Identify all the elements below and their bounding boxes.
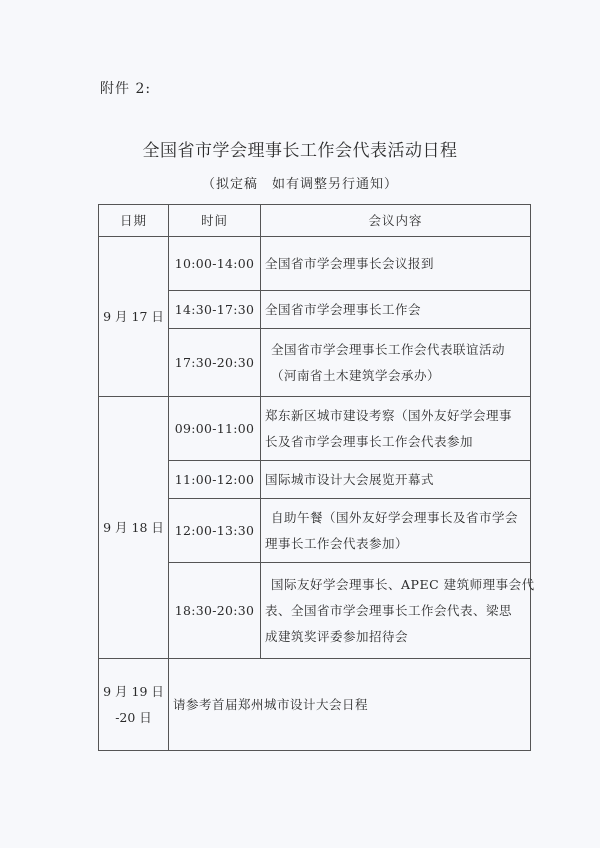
document-title: 全国省市学会理事长工作会代表活动日程 bbox=[142, 141, 458, 161]
attachment-label: 附件 2: bbox=[100, 81, 152, 97]
content-line: 全国省市学会理事长工作会 bbox=[265, 301, 422, 317]
header-time: 时间 bbox=[169, 205, 261, 237]
date-cell-day2: 9 月 18 日 bbox=[99, 397, 169, 659]
schedule-table bbox=[98, 204, 535, 751]
date-line: -20 日 bbox=[115, 709, 152, 725]
header-content: 会议内容 bbox=[261, 205, 531, 237]
content-line: 自助午餐（国外友好学会理事长及省市学会 bbox=[271, 509, 519, 525]
content-line: 表、全国省市学会理事长工作会代表、梁思 bbox=[265, 602, 513, 618]
content-line: 全国省市学会理事长工作会代表联谊活动 bbox=[271, 341, 506, 357]
content-line: 国际城市设计大会展览开幕式 bbox=[265, 471, 435, 487]
date-cell-day3 bbox=[99, 659, 169, 751]
content-cell bbox=[261, 237, 531, 291]
content-line: 郑东新区城市建设考察（国外友好学会理事 bbox=[265, 407, 513, 423]
content-line: 国际友好学会理事长、APEC 建筑师理事会代 bbox=[271, 576, 535, 592]
table-header-row bbox=[99, 205, 531, 237]
content-cell: 请参考首届郑州城市设计大会日程 bbox=[169, 659, 531, 751]
time-cell: 17:30-20:30 bbox=[169, 329, 261, 397]
content-cell bbox=[261, 397, 531, 461]
document-subtitle: （拟定稿 如有调整另行通知） bbox=[201, 177, 398, 192]
content-line: 成建筑奖评委参加招待会 bbox=[265, 628, 409, 644]
content-cell bbox=[261, 461, 531, 499]
content-line: （河南省土木建筑学会承办） bbox=[271, 367, 441, 383]
content-line: 理事长工作会代表参加） bbox=[265, 535, 409, 551]
content-line: 全国省市学会理事长会议报到 bbox=[265, 255, 435, 271]
content-line: 长及省市学会理事长工作会代表参加 bbox=[265, 433, 474, 449]
content-cell bbox=[261, 499, 531, 563]
content-cell bbox=[261, 291, 531, 329]
time-cell: 14:30-17:30 bbox=[169, 291, 261, 329]
content-cell bbox=[261, 329, 531, 397]
time-cell: 18:30-20:30 bbox=[169, 563, 261, 659]
table-row bbox=[99, 659, 531, 751]
table-row bbox=[99, 397, 531, 461]
date-cell-day1: 9 月 17 日 bbox=[99, 237, 169, 397]
content-cell bbox=[261, 563, 535, 659]
table-row bbox=[99, 237, 531, 291]
header-date: 日期 bbox=[99, 205, 169, 237]
time-cell: 12:00-13:30 bbox=[169, 499, 261, 563]
time-cell: 10:00-14:00 bbox=[169, 237, 261, 291]
time-cell: 11:00-12:00 bbox=[169, 461, 261, 499]
time-cell: 09:00-11:00 bbox=[169, 397, 261, 461]
date-line: 9 月 19 日 bbox=[103, 683, 164, 699]
